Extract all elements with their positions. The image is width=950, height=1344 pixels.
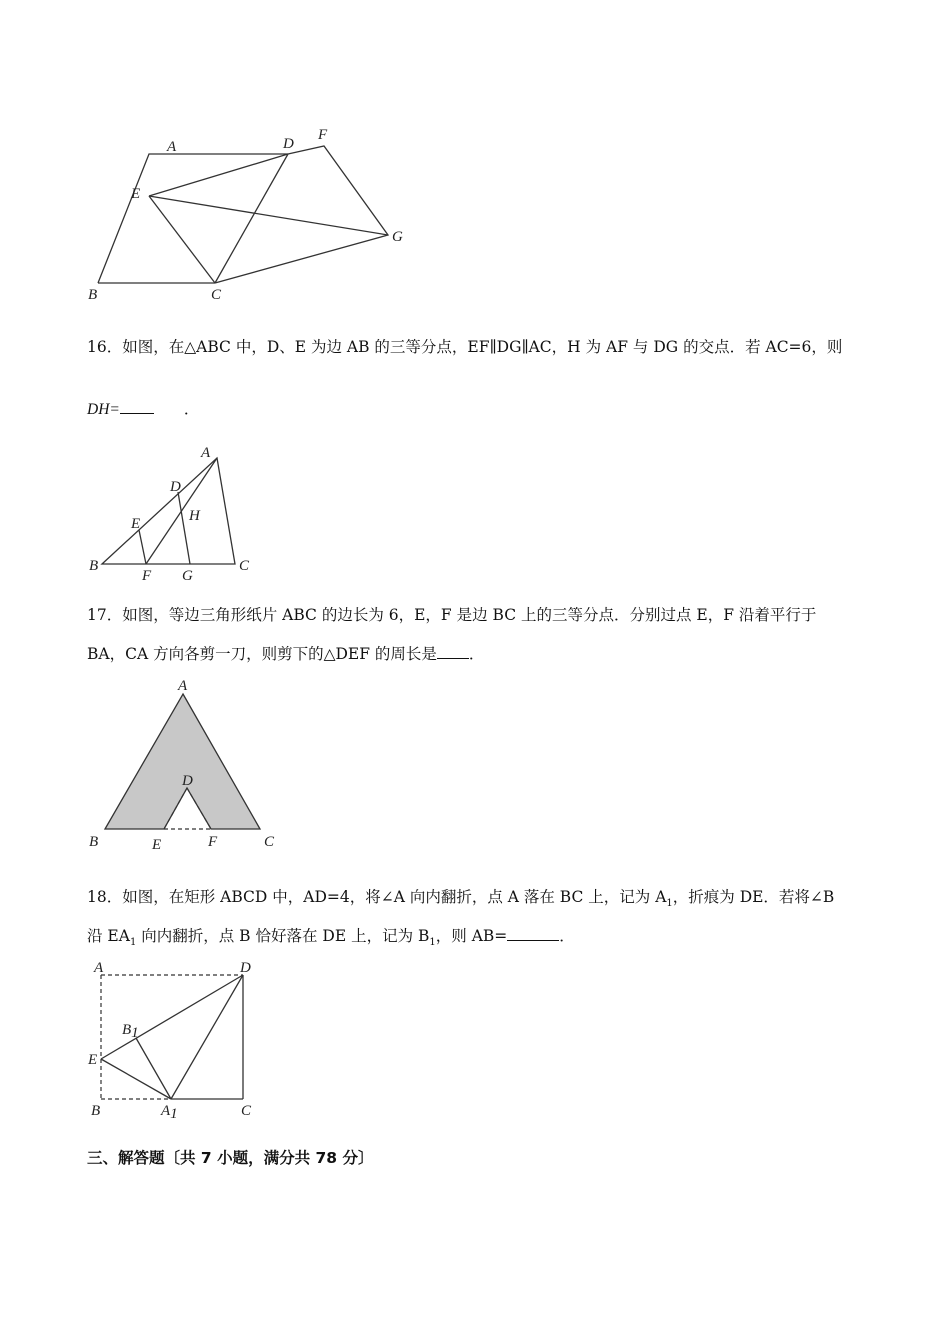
fig16-label-g: G — [182, 568, 193, 584]
section-heading-answer-questions: 三、解答题〔共 7 小题，满分共 78 分〕 — [87, 1149, 374, 1167]
fig15-segment-b-a-d — [98, 154, 288, 283]
fig16-label-e: E — [131, 516, 141, 532]
figure-quadrilateral-adfgc — [80, 120, 420, 310]
figure-18-svg — [80, 955, 270, 1120]
question-18-answer-suffix: ． — [559, 927, 575, 945]
fig16-label-b: B — [89, 558, 99, 574]
fig18-label-e: E — [88, 1052, 98, 1068]
fig15-label-e: E — [131, 186, 141, 202]
figure-rectangle-fold — [80, 955, 270, 1120]
question-16-answer-blank[interactable] — [120, 399, 154, 414]
question-18-sub-ea1: 1 — [129, 937, 137, 949]
question-16-line-1 — [87, 337, 842, 357]
fig17-label-d: D — [182, 773, 193, 789]
fig16-label-a: A — [201, 445, 211, 461]
fig18-label-a1-sub: 1 — [170, 1106, 178, 1122]
fig18-label-b1 — [122, 1022, 139, 1041]
question-16-text: 如图，在△ABC 中，D、E 为边 AB 的三等分点，EF∥DG∥AC，H 为 AF 与 DG 的交点．若 AC=6，则 — [122, 338, 843, 356]
figure-triangle-abc-trisection — [80, 440, 270, 584]
fig18-label-b: B — [91, 1103, 101, 1119]
fig17-label-b: B — [89, 834, 99, 850]
question-16-line-2 — [87, 399, 199, 420]
figure-equilateral-triangle-cut — [80, 675, 290, 855]
fig17-label-e: E — [152, 837, 162, 853]
figure-17-svg — [80, 675, 290, 855]
fig16-label-f: F — [142, 568, 152, 584]
question-17-answer-suffix: ． — [468, 645, 485, 663]
fig18-segment-a1d — [171, 975, 243, 1099]
fig16-label-d: D — [170, 479, 181, 495]
figure-16-svg — [80, 440, 270, 584]
question-17-line-1 — [87, 605, 816, 625]
fig18-label-b1-letter: B — [122, 1022, 132, 1038]
question-18-text-a: 如图，在矩形 ABCD 中，AD=4，将∠A 向内翻折，点 A 落在 BC 上，记为 A — [122, 888, 667, 906]
question-18-text-b: ，折痕为 DE．若将∠B — [672, 888, 835, 906]
question-18-number: 18． — [87, 888, 123, 906]
fig17-label-f: F — [208, 834, 218, 850]
fig15-label-g: G — [392, 229, 403, 245]
fig18-label-a1-letter: A — [161, 1103, 171, 1119]
fig15-segment-d-f-g-c — [215, 146, 388, 283]
question-17-text-2: BA，CA 方向各剪一刀，则剪下的△DEF 的周长是 — [87, 645, 437, 663]
fig15-label-b: B — [88, 287, 98, 303]
fig15-label-d: D — [283, 136, 294, 152]
question-18-text-e: ，则 AB= — [435, 927, 508, 945]
question-16-number: 16． — [87, 338, 123, 356]
fig15-segment-eg — [149, 196, 388, 235]
fig15-label-c: C — [211, 287, 222, 303]
fig16-segment-ef — [139, 530, 146, 564]
fig16-label-c: C — [239, 558, 250, 574]
question-16-answer-prefix: DH= — [87, 401, 120, 418]
question-18-answer-blank[interactable] — [507, 926, 559, 941]
question-17-answer-blank[interactable] — [437, 644, 469, 659]
fig17-shaded-paper — [105, 694, 260, 829]
fig15-segment-ec — [149, 196, 215, 283]
question-17-number: 17． — [87, 606, 123, 624]
question-18-text-c: 沿 EA — [87, 927, 130, 945]
question-18-line-2 — [87, 926, 575, 953]
question-17-line-2 — [87, 644, 484, 664]
question-18-line-1 — [87, 887, 834, 914]
question-16-answer-suffix: ． — [183, 400, 200, 418]
fig18-label-d: D — [240, 960, 251, 976]
fig18-segment-ea1 — [101, 1059, 171, 1099]
fig15-label-f: F — [318, 127, 328, 143]
question-18-text-d: 向内翻折，点 B 恰好落在 DE 上，记为 B — [136, 927, 430, 945]
fig17-label-c: C — [264, 834, 275, 850]
question-18-sub-a1: 1 — [666, 898, 673, 910]
figure-15-svg — [80, 120, 420, 310]
question-18-sub-b1: 1 — [429, 937, 436, 949]
fig16-segment-dg — [178, 492, 190, 564]
fig16-label-h: H — [189, 508, 200, 524]
fig15-label-a: A — [167, 139, 177, 155]
fig18-label-a: A — [94, 960, 104, 976]
fig16-triangle-abc — [102, 458, 235, 564]
fig17-label-a: A — [178, 678, 188, 694]
fig18-label-c: C — [241, 1103, 252, 1119]
fig18-segment-ed — [101, 975, 243, 1059]
fig18-label-a1 — [160, 1103, 178, 1122]
fig18-segment-b1a1 — [136, 1038, 171, 1099]
question-17-text: 如图，等边三角形纸片 ABC 的边长为 6，E，F 是边 BC 上的三等分点．分别过点 E，F 沿着平行于 — [122, 606, 817, 624]
fig18-label-b1-sub: 1 — [131, 1025, 139, 1041]
